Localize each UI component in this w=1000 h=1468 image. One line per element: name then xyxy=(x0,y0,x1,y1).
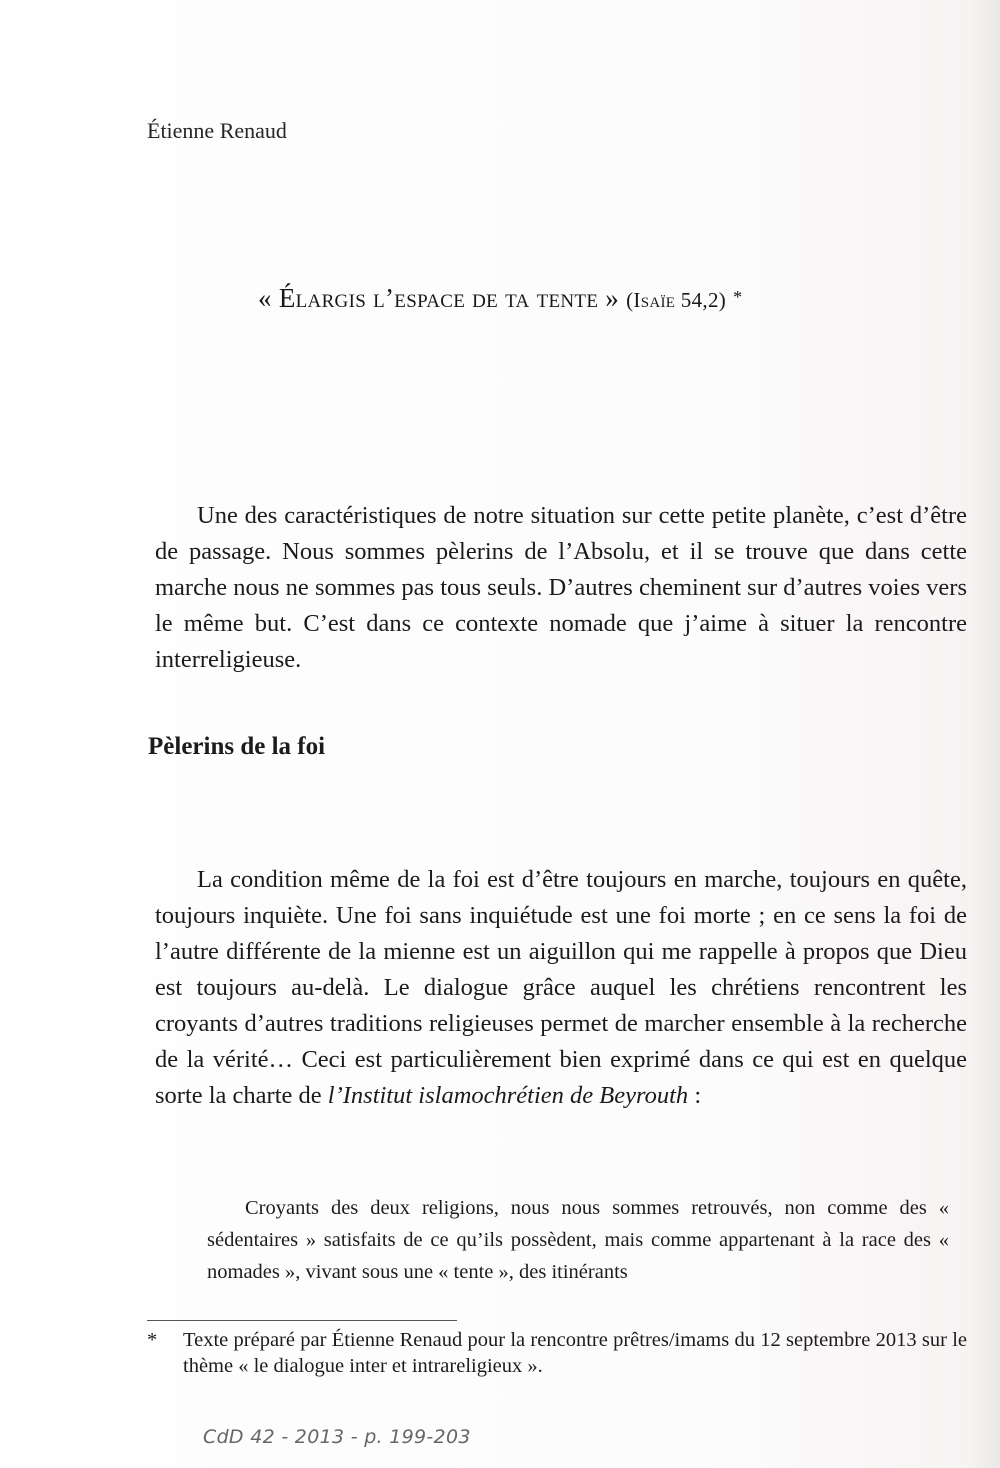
footnote-text: Texte préparé par Étienne Renaud pour la rencontre prêtres/imams du 12 septembre 2013 sur le thème « le dialogue inter et intrareligieux ». xyxy=(183,1329,967,1377)
section-paragraph-end: : xyxy=(688,1082,702,1109)
institute-name: l’Institut islamochrétien de Beyrouth xyxy=(327,1082,689,1109)
block-quote-text: Croyants des deux religions, nous nous sommes retrouvés, non comme des « sédentaires » satisfaits de ce qu’ils possèdent, mais comme appartenant à la race des « nomades », vivant sous une « tente », des itinérants xyxy=(207,1197,949,1283)
title-footnote-mark: * xyxy=(733,287,743,307)
title-text: « Élargis l’espace de ta tente » xyxy=(258,283,620,313)
intro-paragraph xyxy=(155,498,967,678)
intro-paragraph-text: Une des caractéristiques de notre situation sur cette petite planète, c’est d’être de passage. Nous sommes pèlerins de l’Absolu, et il se trouve que dans cette marche nous ne sommes pas tous seuls. D’autres cheminent sur d’autres voies vers le même but. C’est dans ce contexte nomade que j’aime à situer la rencontre interreligieuse. xyxy=(155,502,967,673)
journal-reference: CdD 42 - 2013 - p. 199-203 xyxy=(203,1426,471,1448)
section-paragraph xyxy=(155,862,967,1114)
section-heading: Pèlerins de la foi xyxy=(148,733,326,760)
footnote-divider xyxy=(147,1320,457,1321)
title-bible-reference: (Isaïe 54,2) xyxy=(626,288,727,312)
section-paragraph-body xyxy=(155,862,967,1114)
block-quote xyxy=(207,1192,949,1288)
section-paragraph-text: La condition même de la foi est d’être toujours en marche, toujours en quête, toujours inquiète. Une foi sans inquiétude est une foi morte ; en ce sens la foi de l’autre différente de la mienne est un aiguillon qui me rappelle à propos que Dieu est toujours au-delà. Le dialogue grâce auquel les chrétiens rencontrent les croyants d’autres traditions religieuses permet de marcher ensemble à la recherche de la vérité… Ceci est particulièrement bien exprimé dans ce qui est en quelque sorte la charte de xyxy=(155,866,967,1109)
footnote xyxy=(147,1327,967,1379)
footnote-mark: * xyxy=(147,1329,158,1351)
article-title xyxy=(258,283,742,314)
author-name: Étienne Renaud xyxy=(147,118,287,143)
